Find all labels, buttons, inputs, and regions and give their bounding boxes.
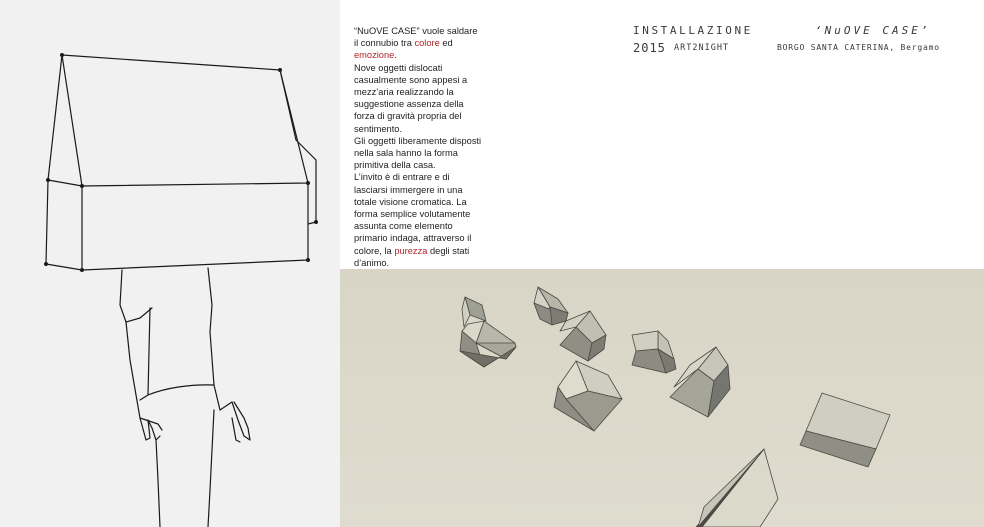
venue: BORGO SANTA CATERINA, Bergamo — [777, 43, 940, 52]
hanging-houses — [340, 269, 984, 527]
brand: ART2NIGHT — [674, 43, 730, 53]
house-figure-sketch — [0, 0, 340, 527]
accent-word-colore: colore — [414, 38, 440, 49]
paragraph-form: Gli oggetti liberamente disposti nella sala hanno la forma primitiva della casa. — [354, 135, 482, 171]
paragraph-invitation — [354, 171, 484, 269]
header — [633, 24, 953, 58]
invitation-end: degli stati d’animo. — [354, 245, 470, 268]
intro-text: “NuOVE CASE” vuole saldare il connubio tra — [354, 26, 478, 49]
paragraph-objects: Nove oggetti dislocati casualmente sono appesi a mezz’aria realizzando la suggestione assenza della forza di gravità propria del sentimento. — [354, 62, 468, 134]
accent-word-purezza: purezza — [394, 245, 428, 256]
paragraph-intro — [354, 25, 484, 62]
description-text — [354, 25, 484, 269]
invitation-text: L’invito è di entrare e di lasciarsi immergere in una totale visione cromatica. La forma semplice volutamente assunta come elemento primario indaga, attraverso il colore, la — [354, 172, 472, 256]
installation-photo — [340, 269, 984, 527]
intro-period: . — [394, 50, 397, 61]
sketch-illustration — [0, 0, 340, 527]
page-title: ‘NuOVE CASE’ — [815, 24, 931, 37]
year: 2015 — [633, 41, 666, 55]
intro-text-2: ed — [439, 38, 453, 49]
accent-word-emozione: emozione — [354, 50, 395, 61]
section-label: INSTALLAZIONE — [633, 24, 753, 37]
